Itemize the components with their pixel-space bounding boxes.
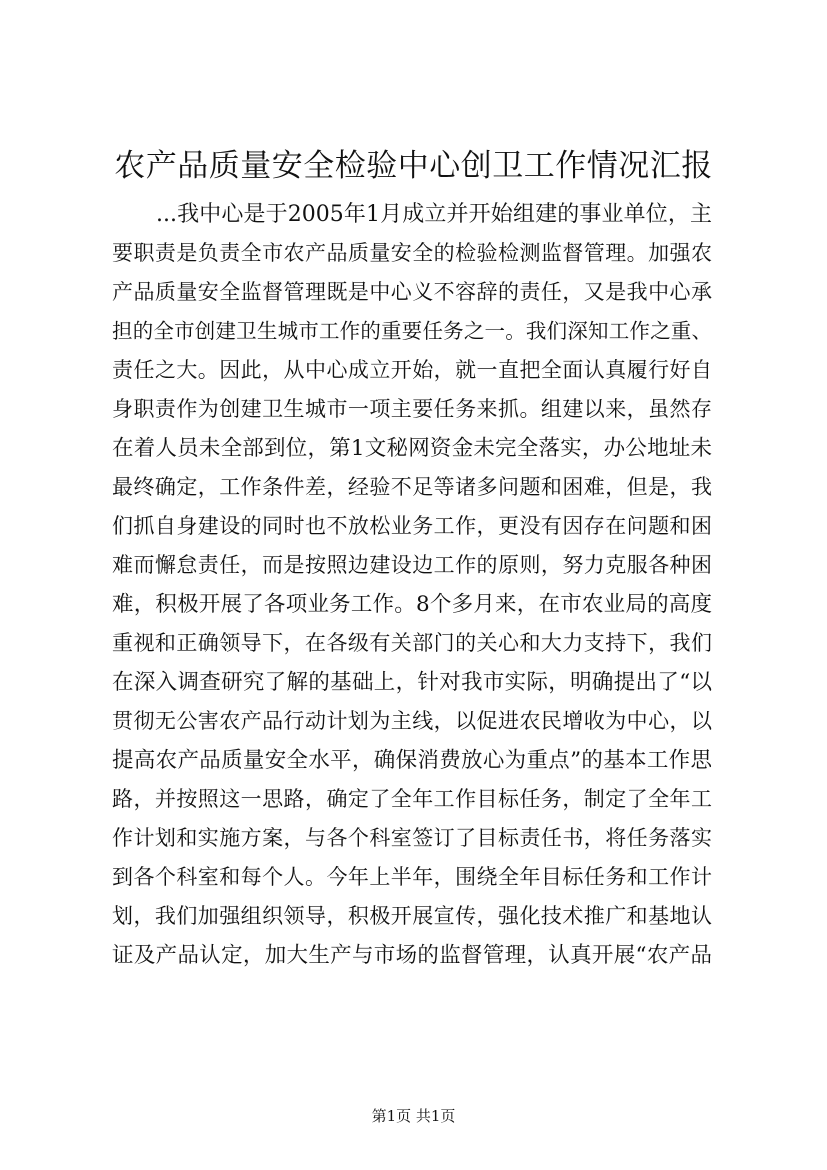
page-footer: 第1页 共1页 <box>371 1107 456 1125</box>
body-line: 提高农产品质量安全水平，确保消费放心为重点”的基本工作思 <box>112 748 712 773</box>
body-line: 划，我们加强组织领导，积极开展宣传，强化技术推广和基地认 <box>112 904 712 928</box>
body-line: 作计划和实施方案，与各个科室签订了目标责任书，将任务落实 <box>112 826 712 850</box>
body-line: 最终确定，工作条件差，经验不足等诸多问题和困难，但是，我 <box>112 475 712 499</box>
body-line: 路，并按照这一思路，确定了全年工作目标任务，制定了全年工 <box>112 787 712 811</box>
body-line: 在着人员未全部到位，第1文秘网资金未完全落实，办公地址未 <box>112 436 712 461</box>
body-line: 要职责是负责全市农产品质量安全的检验检测监督管理。加强农 <box>112 241 712 265</box>
document-title: 农产品质量安全检验中心创卫工作情况汇报 <box>114 148 713 184</box>
body-line: 身职责作为创建卫生城市一项主要任务来抓。组建以来，虽然存 <box>112 397 712 421</box>
body-line: 产品质量安全监督管理既是中心义不容辞的责任，又是我中心承 <box>112 280 712 304</box>
body-line: 贯彻无公害农产品行动计划为主线，以促进农民增收为中心，以 <box>112 709 712 733</box>
body-line: 难，积极开展了各项业务工作。8个多月来，在市农业局的高度 <box>112 592 712 617</box>
document-body <box>112 195 712 975</box>
body-line: 难而懈怠责任，而是按照边建设边工作的原则，努力克服各种困 <box>112 553 712 577</box>
body-line: 证及产品认定，加大生产与市场的监督管理，认真开展“农产品 <box>112 943 712 968</box>
body-line: 们抓自身建设的同时也不放松业务工作，更没有因存在问题和困 <box>112 514 712 538</box>
body-line: ...我中心是于2005年1月成立并开始组建的事业单位，主 <box>156 202 712 227</box>
body-line: 担的全市创建卫生城市工作的重要任务之一。我们深知工作之重、 <box>112 319 712 343</box>
body-line: 到各个科室和每个人。今年上半年，围绕全年目标任务和工作计 <box>112 865 712 889</box>
body-line: 在深入调查研究了解的基础上，针对我市实际，明确提出了“以 <box>112 670 712 695</box>
body-line: 重视和正确领导下，在各级有关部门的关心和大力支持下，我们 <box>112 631 712 655</box>
body-line: 责任之大。因此，从中心成立开始，就一直把全面认真履行好自 <box>112 358 712 382</box>
